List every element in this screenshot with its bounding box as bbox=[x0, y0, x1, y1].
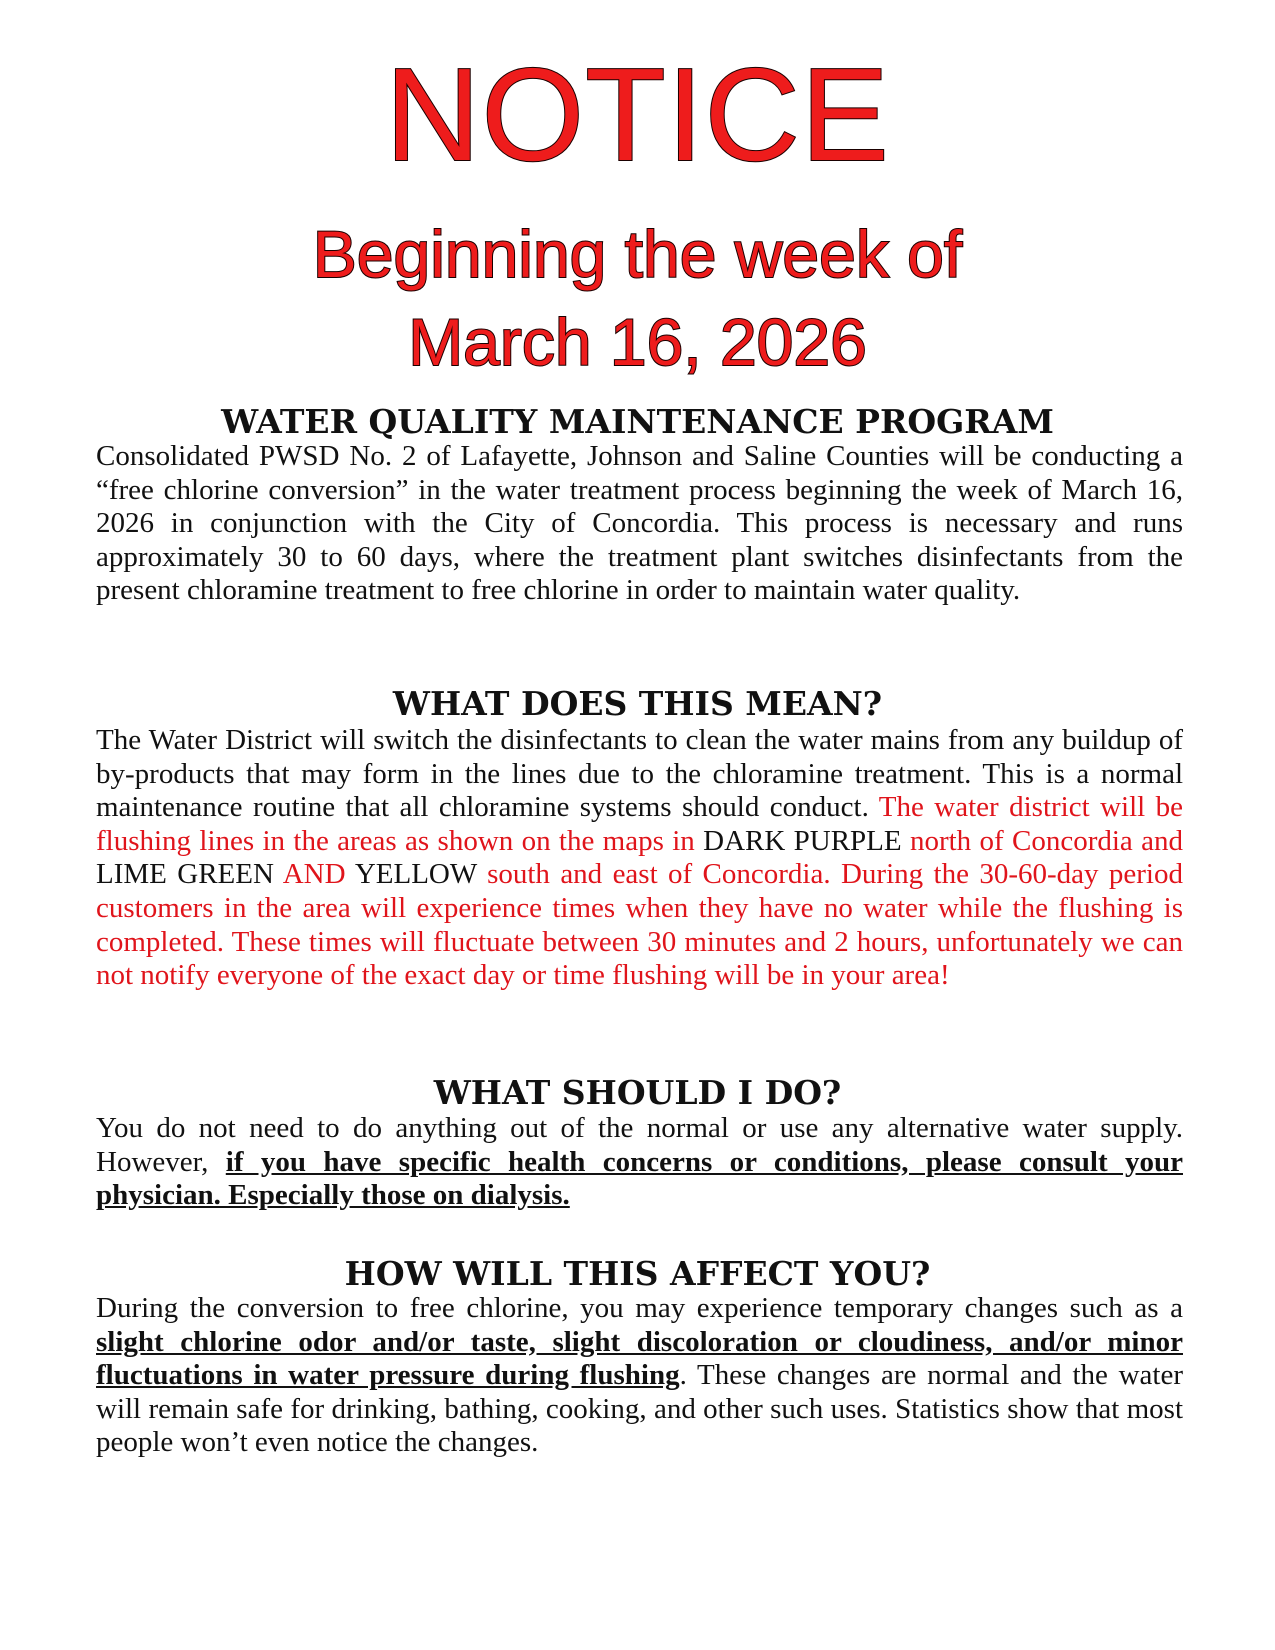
affect-text-end: . These changes are normal and the water will remain safe for drinking, bathing, cooking, and other such uses. Statistics show that most people won’t even notice the changes. bbox=[96, 1359, 1184, 1459]
meaning-body bbox=[96, 724, 1183, 993]
program-body: Consolidated PWSD No. 2 of Lafayette, Johnson and Saline Counties will be conducting a “free chlorine conversion” in the water treatment process beginning the week of March 16, 2026 in conjunction with the City of Concordia. This process is necessary and runs approximately 30 to 60 days, where the treatment plant switches disinfectants from the present chloramine treatment to free chlorine in order to maintain water quality. bbox=[96, 440, 1183, 607]
meaning-red-1: The water district will be flushing lines in the areas as shown on the maps in bbox=[96, 791, 1183, 857]
meaning-black-2: LIME GREEN bbox=[96, 858, 283, 891]
todo-text: You do not need to do anything out of the normal or use any alternative water supply. However, bbox=[96, 1112, 1183, 1178]
affect-text-start: During the conversion to free chlorine, you may experience temporary changes such as a bbox=[96, 1292, 1183, 1324]
meaning-black-3: YELLOW bbox=[354, 858, 488, 891]
meaning-red-4: south and east of Concordia. During the 30-60-day period customers in the area will experience times when they have no water while the flushing is completed. These times will fluctuate between 30 minutes and 2 hours, unfortunately we can not notify everyone of the exact day or time flushing will be in your area! bbox=[96, 858, 1183, 992]
meaning-intro: The Water District will switch the disinfectants to clean the water mains from any buildup of by-products that may form in the lines due to the chloramine treatment. This is a normal maintenance routine that all chloramine systems should conduct. bbox=[96, 724, 1183, 824]
todo-heading: WHAT SHOULD I DO? bbox=[433, 1073, 842, 1112]
meaning-heading: WHAT DOES THIS MEAN? bbox=[392, 684, 883, 723]
notice-title: NOTICE bbox=[385, 41, 890, 188]
meaning-red-3: AND bbox=[282, 858, 355, 891]
subtitle-date: March 16, 2026 bbox=[408, 305, 867, 379]
affect-emphasis: slight chlorine odor and/or taste, slight discoloration or cloudiness, and/or minor fluctuations in water pressure during flushing bbox=[96, 1325, 1183, 1392]
meaning-black-1: DARK PURPLE bbox=[703, 824, 910, 857]
todo-emphasis: if you have specific health concerns or conditions, please consult your physician. Especially those on dialysis. bbox=[96, 1145, 1183, 1212]
subtitle-week: Beginning the week of bbox=[312, 217, 963, 291]
program-heading: WATER QUALITY MAINTENANCE PROGRAM bbox=[221, 402, 1054, 441]
todo-body bbox=[96, 1112, 1183, 1213]
affect-body bbox=[96, 1292, 1183, 1460]
meaning-red-2: north of Concordia and bbox=[909, 824, 1183, 857]
affect-heading: HOW WILL THIS AFFECT YOU? bbox=[344, 1254, 931, 1293]
